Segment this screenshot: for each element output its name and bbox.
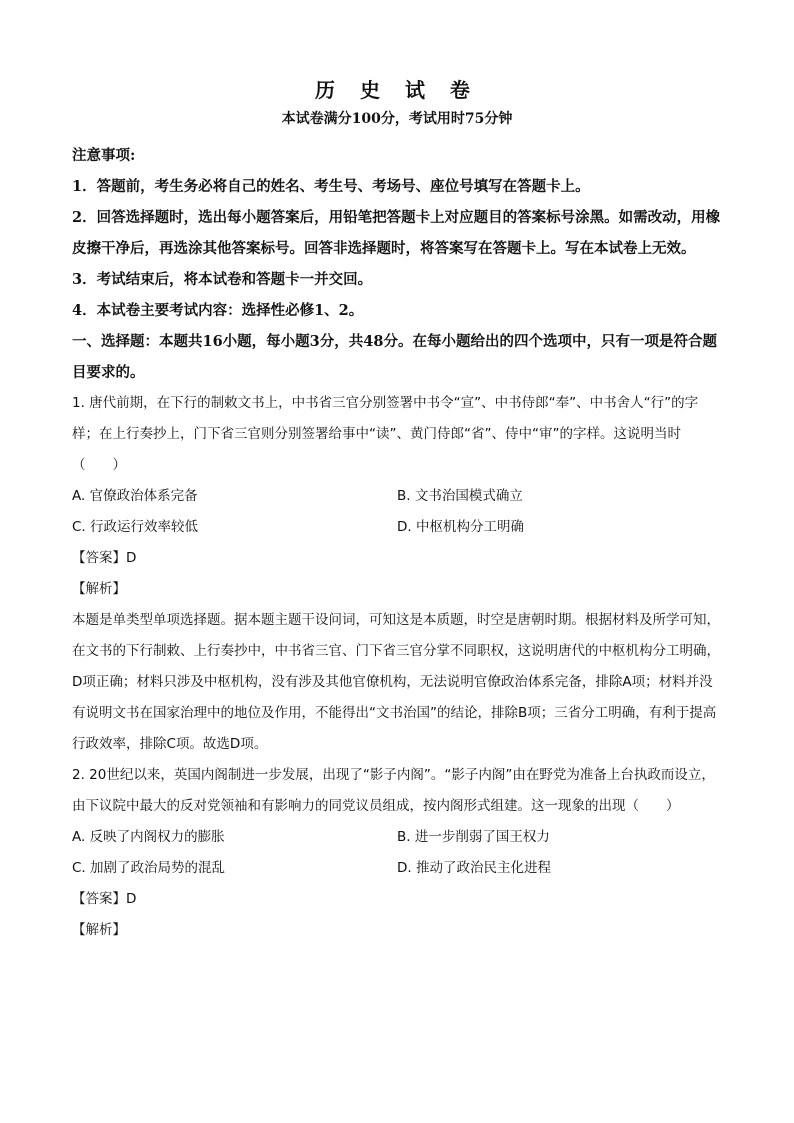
question-stem: 1. 唐代前期，在下行的制敕文书上，中书省三官分别签署中书令“宣”、中书侍郎“奉”、中书舍人“行”的字样；在上行奏抄上，门下省三官则分别签署给事中“读”、黄门侍郎“省”、侍中“审”的字样。这说明当时（ ） [72,395,699,473]
analysis-label: 【解析】 [72,581,126,597]
analysis-text: 本题是单类型单项选择题。据本题主题干设问词，可知这是本质题，时空是唐朝时期。根据材料及所学可知，在文书的下行制敕、上行奏抄中，中书省三官、门下省三官分掌不同职权，这说明唐代的中枢机构分工明确，D项正确；材料只涉及中枢机构，没有涉及其他官僚机构，无法说明官僚政治体系完备，排除A项；材料并没有说明文书在国家治理中的地位及作用，不能得出“文书治国”的结论，排除B项；三省分工明确，有利于提高行政效率，排除C项。故选D项。 [72,612,720,752]
option-row [72,822,722,853]
notice-item: 4．本试卷主要考试内容：选择性必修1、2。 [72,302,364,319]
option-a: A. 反映了内阁权力的膨胀 [72,829,225,845]
option-row [72,853,722,884]
exam-subtitle: 本试卷满分100分，考试用时75分钟 [281,111,513,127]
page-title: 历 史 试 卷 [315,78,479,102]
option-a: A. 官僚政治体系完备 [72,488,198,504]
exam-content [72,140,722,946]
analysis-label: 【解析】 [72,922,126,938]
notice-heading: 注意事项: [72,147,136,164]
notice-item: 3．考试结束后，将本试卷和答题卡一并交回。 [72,271,373,288]
option-c: C. 行政运行效率较低 [72,519,199,535]
option-d: D. 推动了政治民主化进程 [397,860,551,876]
answer-label: 【答案】D [72,891,137,907]
question-stem: 2. 20世纪以来，英国内阁制进一步发展，出现了“影子内阁”。“影子内阁”由在野党为准备上台执政而设立，由下议院中最大的反对党领袖和有影响力的同党议员组成，按内阁形式组建。这一现象的出现（ ） [72,767,715,814]
answer-label: 【答案】D [72,550,137,566]
section-heading: 一、选择题：本题共16小题，每小题3分，共48分。在每小题给出的四个选项中，只有一项是符合题目要求的。 [72,333,717,381]
notice-item: 1．答题前，考生务必将自己的姓名、考生号、考场号、座位号填写在答题卡上。 [72,178,590,195]
option-d: D. 中枢机构分工明确 [397,519,524,535]
option-c: C. 加剧了政治局势的混乱 [72,860,226,876]
option-row [72,481,722,512]
notice-item: 2．回答选择题时，选出每小题答案后，用铅笔把答题卡上对应题目的答案标号涂黑。如需改动，用橡皮擦干净后，再选涂其他答案标号。回答非选择题时，将答案写在答题卡上。写在本试卷上无效。 [72,209,721,257]
option-b: B. 进一步削弱了国王权力 [397,829,550,845]
option-b: B. 文书治国模式确立 [397,488,523,504]
option-row [72,512,722,543]
